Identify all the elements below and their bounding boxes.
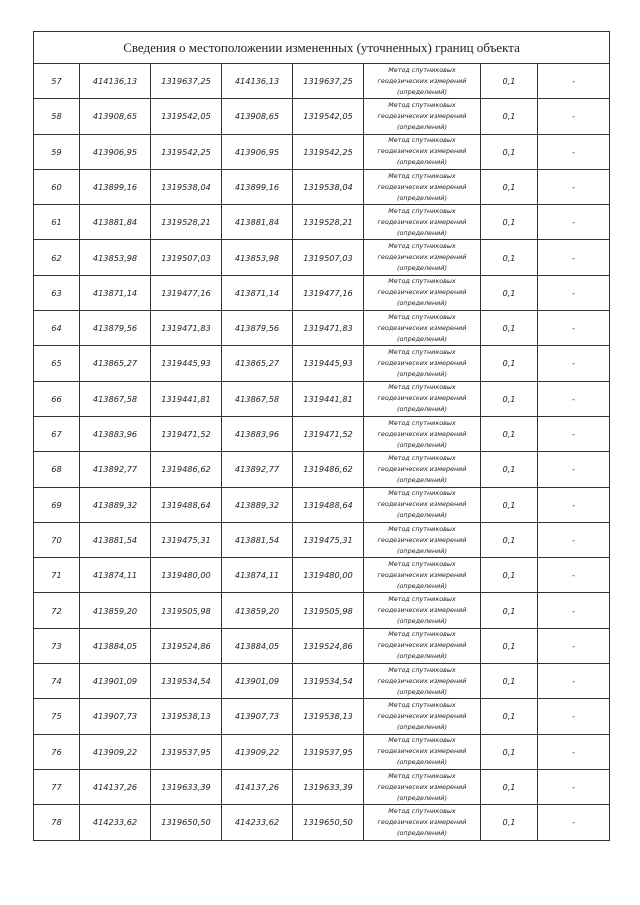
method-line: (определений) [397,370,447,379]
refined-y-cell: 1319538,04 [293,169,364,204]
table-title: Сведения о местоположении измененных (уточненных) границ объекта [34,32,610,64]
table-row [34,275,610,310]
note-cell: - [538,593,610,628]
refined-y-cell: 1319507,03 [293,240,364,275]
refined-y-cell: 1319505,98 [293,593,364,628]
table-row [34,593,610,628]
refined-y-cell: 1319477,16 [293,275,364,310]
table-row [34,805,610,840]
refined-y-cell: 1319528,21 [293,205,364,240]
refined-x-cell: 413908,65 [222,99,293,134]
existing-y-cell: 1319471,52 [151,416,222,451]
accuracy-cell: 0,1 [481,64,538,99]
table-row [34,558,610,593]
refined-x-cell: 414136,13 [222,64,293,99]
table-row [34,734,610,769]
note-cell: - [538,452,610,487]
refined-y-cell: 1319650,50 [293,805,364,840]
note-cell: - [538,381,610,416]
note-cell: - [538,64,610,99]
method-line: геодезических измерений [377,76,467,85]
note-cell: - [538,275,610,310]
refined-x-cell: 413901,09 [222,664,293,699]
method-line: геодезических измерений [377,111,467,120]
refined-x-cell: 413881,54 [222,522,293,557]
method-line: (определений) [397,122,447,131]
accuracy-cell: 0,1 [481,205,538,240]
point-number-cell: 67 [34,416,80,451]
refined-x-cell: 413909,22 [222,734,293,769]
method-cell [364,522,481,557]
method-line: Метод спутниковых [388,524,456,533]
method-cell [364,416,481,451]
refined-y-cell: 1319524,86 [293,628,364,663]
accuracy-cell: 0,1 [481,346,538,381]
method-line: (определений) [397,546,447,555]
existing-y-cell: 1319537,95 [151,734,222,769]
refined-x-cell: 413879,56 [222,311,293,346]
method-line: геодезических измерений [377,394,467,403]
method-cell [364,452,481,487]
method-cell [364,311,481,346]
method-line: Метод спутниковых [388,383,456,392]
method-line: геодезических измерений [377,676,467,685]
point-number-cell: 71 [34,558,80,593]
existing-x-cell: 413881,84 [80,205,151,240]
method-line: (определений) [397,617,447,626]
method-line: геодезических измерений [377,323,467,332]
table-title-row [34,32,610,64]
point-number-cell: 58 [34,99,80,134]
refined-x-cell: 414233,62 [222,805,293,840]
method-line: геодезических измерений [377,359,467,368]
method-line: геодезических измерений [377,747,467,756]
table-row [34,240,610,275]
existing-y-cell: 1319475,31 [151,522,222,557]
refined-y-cell: 1319537,95 [293,734,364,769]
accuracy-cell: 0,1 [481,805,538,840]
note-cell: - [538,699,610,734]
existing-x-cell: 414233,62 [80,805,151,840]
refined-y-cell: 1319633,39 [293,769,364,804]
existing-x-cell: 413908,65 [80,99,151,134]
existing-x-cell: 413892,77 [80,452,151,487]
refined-x-cell: 413871,14 [222,275,293,310]
method-line: Метод спутниковых [388,489,456,498]
accuracy-cell: 0,1 [481,381,538,416]
existing-x-cell: 413901,09 [80,664,151,699]
existing-y-cell: 1319471,83 [151,311,222,346]
refined-y-cell: 1319538,13 [293,699,364,734]
method-line: Метод спутниковых [388,418,456,427]
method-cell [364,381,481,416]
note-cell: - [538,169,610,204]
method-line: геодезических измерений [377,464,467,473]
point-number-cell: 70 [34,522,80,557]
refined-x-cell: 413883,96 [222,416,293,451]
accuracy-cell: 0,1 [481,593,538,628]
table-row [34,99,610,134]
existing-x-cell: 413899,16 [80,169,151,204]
accuracy-cell: 0,1 [481,628,538,663]
existing-y-cell: 1319445,93 [151,346,222,381]
point-number-cell: 74 [34,664,80,699]
method-line: (определений) [397,440,447,449]
point-number-cell: 75 [34,699,80,734]
method-cell [364,487,481,522]
existing-x-cell: 413909,22 [80,734,151,769]
method-line: (определений) [397,758,447,767]
existing-y-cell: 1319477,16 [151,275,222,310]
existing-y-cell: 1319538,04 [151,169,222,204]
existing-x-cell: 413907,73 [80,699,151,734]
existing-x-cell: 413884,05 [80,628,151,663]
method-line: (определений) [397,652,447,661]
method-line: (определений) [397,511,447,520]
existing-x-cell: 414136,13 [80,64,151,99]
method-cell [364,734,481,769]
refined-x-cell: 413892,77 [222,452,293,487]
note-cell: - [538,664,610,699]
method-line: геодезических измерений [377,817,467,826]
existing-x-cell: 413883,96 [80,416,151,451]
accuracy-cell: 0,1 [481,769,538,804]
point-number-cell: 68 [34,452,80,487]
accuracy-cell: 0,1 [481,99,538,134]
refined-x-cell: 413907,73 [222,699,293,734]
method-line: Метод спутниковых [388,312,456,321]
method-line: Метод спутниковых [388,242,456,251]
accuracy-cell: 0,1 [481,311,538,346]
method-line: Метод спутниковых [388,806,456,815]
method-line: (определений) [397,228,447,237]
existing-x-cell: 413879,56 [80,311,151,346]
accuracy-cell: 0,1 [481,664,538,699]
refined-y-cell: 1319637,25 [293,64,364,99]
note-cell: - [538,487,610,522]
point-number-cell: 72 [34,593,80,628]
existing-y-cell: 1319488,64 [151,487,222,522]
method-line: геодезических измерений [377,500,467,509]
table-row [34,346,610,381]
refined-y-cell: 1319488,64 [293,487,364,522]
note-cell: - [538,416,610,451]
existing-x-cell: 413874,11 [80,558,151,593]
note-cell: - [538,805,610,840]
method-line: Метод спутниковых [388,100,456,109]
existing-y-cell: 1319538,13 [151,699,222,734]
existing-y-cell: 1319507,03 [151,240,222,275]
method-cell [364,240,481,275]
method-line: (определений) [397,581,447,590]
existing-x-cell: 413871,14 [80,275,151,310]
method-cell [364,805,481,840]
existing-y-cell: 1319524,86 [151,628,222,663]
method-line: Метод спутниковых [388,665,456,674]
method-line: Метод спутниковых [388,559,456,568]
method-line: геодезических измерений [377,711,467,720]
refined-x-cell: 413884,05 [222,628,293,663]
point-number-cell: 64 [34,311,80,346]
refined-y-cell: 1319486,62 [293,452,364,487]
accuracy-cell: 0,1 [481,416,538,451]
method-cell [364,628,481,663]
existing-y-cell: 1319650,50 [151,805,222,840]
method-line: (определений) [397,475,447,484]
point-number-cell: 69 [34,487,80,522]
method-line: геодезических измерений [377,606,467,615]
method-cell [364,99,481,134]
method-line: (определений) [397,87,447,96]
existing-x-cell: 413865,27 [80,346,151,381]
table-row [34,381,610,416]
method-line: (определений) [397,722,447,731]
boundary-coordinates-table [33,31,610,841]
method-line: Метод спутниковых [388,736,456,745]
method-cell [364,275,481,310]
existing-y-cell: 1319542,05 [151,99,222,134]
note-cell: - [538,311,610,346]
refined-x-cell: 413853,98 [222,240,293,275]
existing-x-cell: 413867,58 [80,381,151,416]
method-line: Метод спутниковых [388,65,456,74]
point-number-cell: 59 [34,134,80,169]
accuracy-cell: 0,1 [481,699,538,734]
method-line: (определений) [397,687,447,696]
method-line: геодезических измерений [377,782,467,791]
method-cell [364,346,481,381]
point-number-cell: 60 [34,169,80,204]
refined-x-cell: 414137,26 [222,769,293,804]
point-number-cell: 62 [34,240,80,275]
method-line: (определений) [397,158,447,167]
existing-y-cell: 1319637,25 [151,64,222,99]
existing-x-cell: 413906,95 [80,134,151,169]
accuracy-cell: 0,1 [481,452,538,487]
refined-y-cell: 1319441,81 [293,381,364,416]
accuracy-cell: 0,1 [481,522,538,557]
method-line: (определений) [397,405,447,414]
method-cell [364,664,481,699]
method-line: геодезических измерений [377,535,467,544]
refined-x-cell: 413865,27 [222,346,293,381]
refined-y-cell: 1319445,93 [293,346,364,381]
point-number-cell: 77 [34,769,80,804]
note-cell: - [538,205,610,240]
refined-x-cell: 413899,16 [222,169,293,204]
refined-y-cell: 1319480,00 [293,558,364,593]
method-line: Метод спутниковых [388,171,456,180]
method-line: (определений) [397,828,447,837]
refined-x-cell: 413881,84 [222,205,293,240]
existing-y-cell: 1319542,25 [151,134,222,169]
note-cell: - [538,769,610,804]
method-line: Метод спутниковых [388,630,456,639]
note-cell: - [538,346,610,381]
accuracy-cell: 0,1 [481,734,538,769]
table-row [34,64,610,99]
table-row [34,522,610,557]
point-number-cell: 66 [34,381,80,416]
method-line: Метод спутниковых [388,206,456,215]
table-row [34,628,610,663]
note-cell: - [538,240,610,275]
point-number-cell: 78 [34,805,80,840]
existing-y-cell: 1319633,39 [151,769,222,804]
table-row [34,311,610,346]
note-cell: - [538,734,610,769]
existing-x-cell: 414137,26 [80,769,151,804]
method-line: (определений) [397,793,447,802]
method-line: геодезических измерений [377,217,467,226]
existing-y-cell: 1319528,21 [151,205,222,240]
method-line: геодезических измерений [377,641,467,650]
existing-x-cell: 413881,54 [80,522,151,557]
refined-x-cell: 413859,20 [222,593,293,628]
note-cell: - [538,522,610,557]
refined-y-cell: 1319471,83 [293,311,364,346]
accuracy-cell: 0,1 [481,134,538,169]
method-cell [364,593,481,628]
existing-y-cell: 1319441,81 [151,381,222,416]
method-cell [364,205,481,240]
table-row [34,664,610,699]
accuracy-cell: 0,1 [481,275,538,310]
accuracy-cell: 0,1 [481,558,538,593]
refined-x-cell: 413906,95 [222,134,293,169]
method-line: (определений) [397,193,447,202]
refined-y-cell: 1319475,31 [293,522,364,557]
method-line: геодезических измерений [377,429,467,438]
existing-y-cell: 1319534,54 [151,664,222,699]
method-line: Метод спутниковых [388,700,456,709]
note-cell: - [538,134,610,169]
accuracy-cell: 0,1 [481,487,538,522]
method-line: (определений) [397,334,447,343]
method-line: геодезических измерений [377,147,467,156]
point-number-cell: 73 [34,628,80,663]
method-line: Метод спутниковых [388,277,456,286]
method-cell [364,769,481,804]
method-line: (определений) [397,299,447,308]
note-cell: - [538,558,610,593]
refined-x-cell: 413889,32 [222,487,293,522]
table-row [34,134,610,169]
method-line: геодезических измерений [377,253,467,262]
method-cell [364,169,481,204]
method-line: Метод спутниковых [388,595,456,604]
point-number-cell: 63 [34,275,80,310]
method-cell [364,134,481,169]
accuracy-cell: 0,1 [481,169,538,204]
method-cell [364,64,481,99]
method-line: геодезических измерений [377,570,467,579]
method-line: Метод спутниковых [388,453,456,462]
method-line: Метод спутниковых [388,348,456,357]
note-cell: - [538,99,610,134]
refined-x-cell: 413867,58 [222,381,293,416]
point-number-cell: 57 [34,64,80,99]
method-cell [364,558,481,593]
refined-y-cell: 1319471,52 [293,416,364,451]
existing-x-cell: 413853,98 [80,240,151,275]
method-line: Метод спутниковых [388,136,456,145]
existing-y-cell: 1319480,00 [151,558,222,593]
refined-y-cell: 1319534,54 [293,664,364,699]
table-row [34,169,610,204]
existing-x-cell: 413889,32 [80,487,151,522]
table-row [34,452,610,487]
method-line: (определений) [397,264,447,273]
table-row [34,205,610,240]
table-row [34,699,610,734]
existing-x-cell: 413859,20 [80,593,151,628]
refined-x-cell: 413874,11 [222,558,293,593]
method-line: геодезических измерений [377,182,467,191]
table-row [34,769,610,804]
point-number-cell: 76 [34,734,80,769]
table-row [34,416,610,451]
point-number-cell: 61 [34,205,80,240]
method-line: геодезических измерений [377,288,467,297]
refined-y-cell: 1319542,25 [293,134,364,169]
point-number-cell: 65 [34,346,80,381]
method-line: Метод спутниковых [388,771,456,780]
refined-y-cell: 1319542,05 [293,99,364,134]
table-row [34,487,610,522]
existing-y-cell: 1319505,98 [151,593,222,628]
existing-y-cell: 1319486,62 [151,452,222,487]
accuracy-cell: 0,1 [481,240,538,275]
method-cell [364,699,481,734]
note-cell: - [538,628,610,663]
